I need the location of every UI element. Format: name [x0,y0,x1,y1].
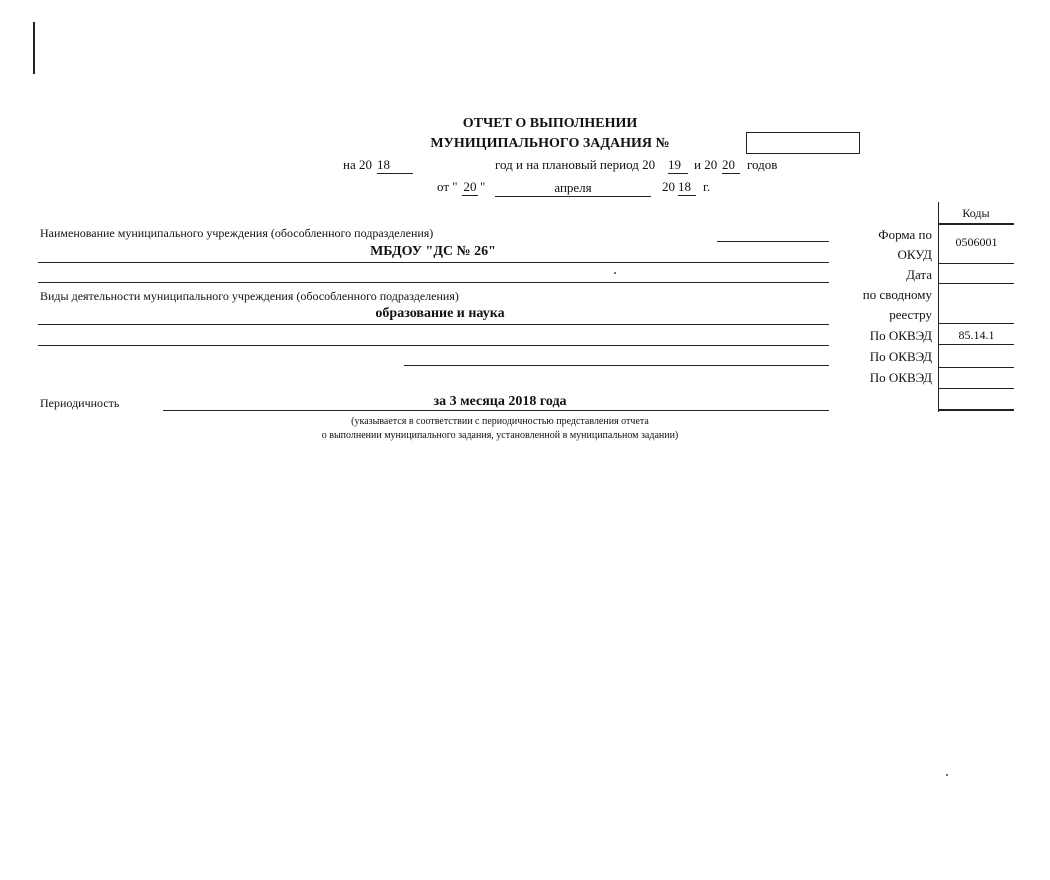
periodicity-label: Периодичность [40,396,120,410]
codes-table [938,202,1014,412]
year-main-field: 18 [377,157,413,174]
years-word: годов [747,157,778,172]
periodicity-line [163,410,829,411]
okved1-label: По ОКВЭД [869,328,932,343]
plan-period-text: год и на плановый период 20 [495,157,656,172]
institution-line-2 [38,282,829,283]
codes-bottom-rule [938,409,1014,411]
okud-label: ОКУД [897,247,932,262]
activity-value: образование и наука [375,306,505,321]
scan-speck [946,774,948,776]
date-year-field: 18 [678,179,696,196]
okved2-label: По ОКВЭД [869,349,932,364]
codes-header: Коды [962,206,990,220]
activity-label: Виды деятельности муниципального учреждения (обособленного подразделения) [40,289,459,303]
institution-line-1 [38,262,829,263]
date-month-field: апреля [495,180,651,197]
task-number-box[interactable] [746,132,860,154]
periodicity-note-1: (указывается в соответствии с периодичностью представления отчета [351,416,649,427]
codes-rule [938,323,1014,324]
forma-po-label: Форма по [878,227,932,242]
po-svodnomu-label: по сводному [862,287,932,302]
date-day-field: 20 [463,179,477,194]
and-text: и 20 [694,157,718,172]
codes-table-left-border [938,202,939,412]
activity-line-2 [38,345,829,346]
codes-rule [938,367,1014,368]
quote-close: " [480,179,486,194]
activity-line-1 [38,324,829,325]
year-plan2-field: 20 [722,157,740,174]
na-prefix: на 20 [343,157,372,172]
codes-rule [938,263,1014,264]
okved3-label: По ОКВЭД [869,370,932,385]
reestru-label: реестру [889,307,932,322]
activity-line-3 [404,365,829,366]
report-title-line2: МУНИЦИПАЛЬНОГО ЗАДАНИЯ № [430,136,670,151]
g-text: г. [703,179,711,194]
ot-text: от " [437,179,458,194]
scan-speck [614,272,616,274]
scan-margin-mark [33,22,35,74]
year-plan1-field: 19 [668,157,688,174]
codes-rule [938,344,1014,345]
institution-label: Наименование муниципального учреждения (обособленного подразделения) [40,226,434,240]
institution-aux-line [717,241,829,242]
institution-value: МБДОУ "ДС № 26" [370,244,496,259]
date-label: Дата [906,267,932,282]
okved1-code-cell: 85.14.1 [958,328,995,342]
codes-rule [938,388,1014,389]
report-title-line1: ОТЧЕТ О ВЫПОЛНЕНИИ [462,116,638,131]
codes-rule [938,283,1014,284]
periodicity-note-2: о выполнении муниципального задания, установленной в муниципальном задании) [321,430,679,441]
codes-header-rule [938,223,1014,225]
okud-code-cell: 0506001 [955,235,998,249]
periodicity-value: за 3 месяца 2018 года [433,394,567,409]
date-year-prefix: 20 [662,179,675,194]
